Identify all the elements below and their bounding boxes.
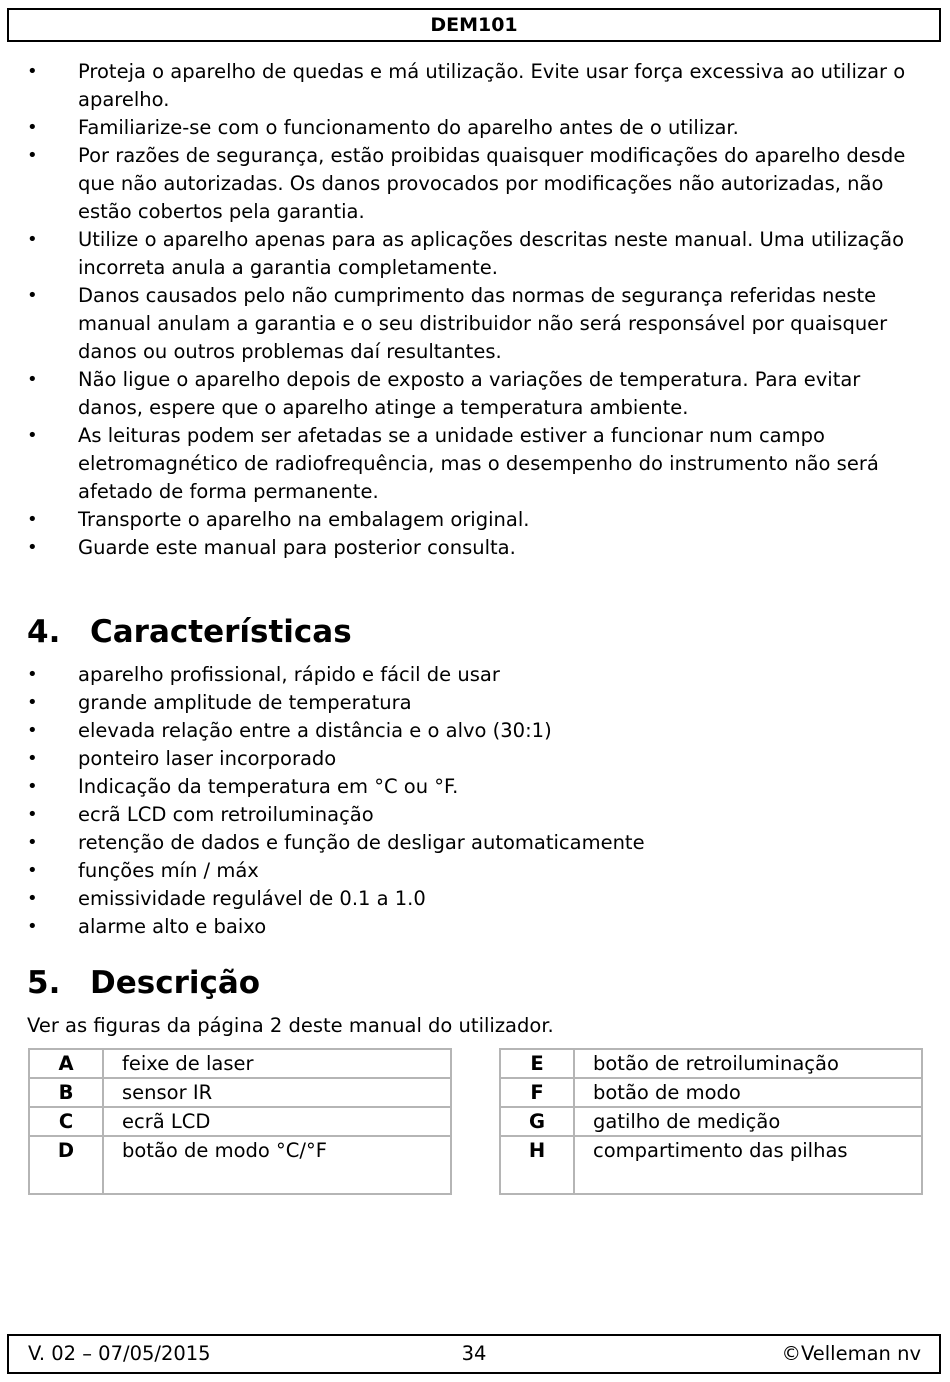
list-item: • ponteiro laser incorporado <box>27 745 922 773</box>
table-row <box>500 1107 922 1136</box>
table-row <box>29 1136 451 1194</box>
list-item: • Por razões de segurança, estão proibidas quaisquer modificações do aparelho desde que não autorizadas. Os danos provocados por modificações não autorizadas, não estão cobertos pela garantia. <box>27 142 922 226</box>
part-label: compartimento das pilhas <box>574 1136 922 1194</box>
list-item: • emissividade regulável de 0.1 a 1.0 <box>27 885 922 913</box>
table-row <box>500 1049 922 1078</box>
page-footer <box>7 1334 941 1374</box>
list-item: • grande amplitude de temperatura <box>27 689 922 717</box>
list-item: • ecrã LCD com retroiluminação <box>27 801 922 829</box>
list-item: • Transporte o aparelho na embalagem original. <box>27 506 922 534</box>
features-list <box>27 661 922 941</box>
part-key: H <box>500 1136 574 1194</box>
page-header <box>7 8 941 42</box>
list-item: • alarme alto e baixo <box>27 913 922 941</box>
part-key: B <box>29 1078 103 1107</box>
table-row <box>500 1078 922 1107</box>
list-item: • aparelho profissional, rápido e fácil de usar <box>27 661 922 689</box>
table-row <box>29 1078 451 1107</box>
parts-table-left <box>28 1048 452 1195</box>
list-item: • retenção de dados e função de desligar automaticamente <box>27 829 922 857</box>
part-key: E <box>500 1049 574 1078</box>
part-key: G <box>500 1107 574 1136</box>
list-item: • Indicação da temperatura em °C ou °F. <box>27 773 922 801</box>
part-label: feixe de laser <box>103 1049 451 1078</box>
part-label: gatilho de medição <box>574 1107 922 1136</box>
section-number: 4. <box>27 614 61 650</box>
table-row <box>29 1107 451 1136</box>
list-item: • Familiarize-se com o funcionamento do aparelho antes de o utilizar. <box>27 114 922 142</box>
description-intro: Ver as figuras da página 2 deste manual do utilizador. <box>27 1014 554 1037</box>
list-item: • Proteja o aparelho de quedas e má utilização. Evite usar força excessiva ao utilizar o aparelho. <box>27 58 922 114</box>
part-key: C <box>29 1107 103 1136</box>
section-number: 5. <box>27 965 61 1001</box>
version-text: V. 02 – 07/05/2015 <box>28 1342 211 1365</box>
section-title: Descrição <box>90 965 261 1001</box>
part-label: botão de modo <box>574 1078 922 1107</box>
section-title: Características <box>90 614 352 650</box>
list-item: • Utilize o aparelho apenas para as aplicações descritas neste manual. Uma utilização incorreta anula a garantia completamente. <box>27 226 922 282</box>
list-item: • Guarde este manual para posterior consulta. <box>27 534 922 562</box>
list-item: • funções mín / máx <box>27 857 922 885</box>
safety-list <box>27 58 922 562</box>
part-label: botão de modo °C/°F <box>103 1136 451 1194</box>
list-item: • Danos causados pelo não cumprimento das normas de segurança referidas neste manual anulam a garantia e o seu distribuidor não será responsável por quaisquer danos ou outros problemas daí resultantes. <box>27 282 922 366</box>
table-row <box>500 1136 922 1194</box>
model-title: DEM101 <box>430 14 518 36</box>
table-row <box>29 1049 451 1078</box>
copyright-text: ©Velleman nv <box>781 1342 921 1365</box>
section-heading-description <box>27 963 260 1003</box>
part-label: sensor IR <box>103 1078 451 1107</box>
list-item: • As leituras podem ser afetadas se a unidade estiver a funcionar num campo eletromagnético de radiofrequência, mas o desempenho do instrumento não será afetado de forma permanente. <box>27 422 922 506</box>
part-key: D <box>29 1136 103 1194</box>
list-item: • elevada relação entre a distância e o alvo (30:1) <box>27 717 922 745</box>
part-label: botão de retroiluminação <box>574 1049 922 1078</box>
part-label: ecrã LCD <box>103 1107 451 1136</box>
section-heading-features <box>27 612 352 652</box>
page-number: 34 <box>461 1342 487 1365</box>
part-key: F <box>500 1078 574 1107</box>
list-item: • Não ligue o aparelho depois de exposto a variações de temperatura. Para evitar danos, espere que o aparelho atinge a temperatura ambiente. <box>27 366 922 422</box>
parts-table-right <box>499 1048 923 1195</box>
part-key: A <box>29 1049 103 1078</box>
